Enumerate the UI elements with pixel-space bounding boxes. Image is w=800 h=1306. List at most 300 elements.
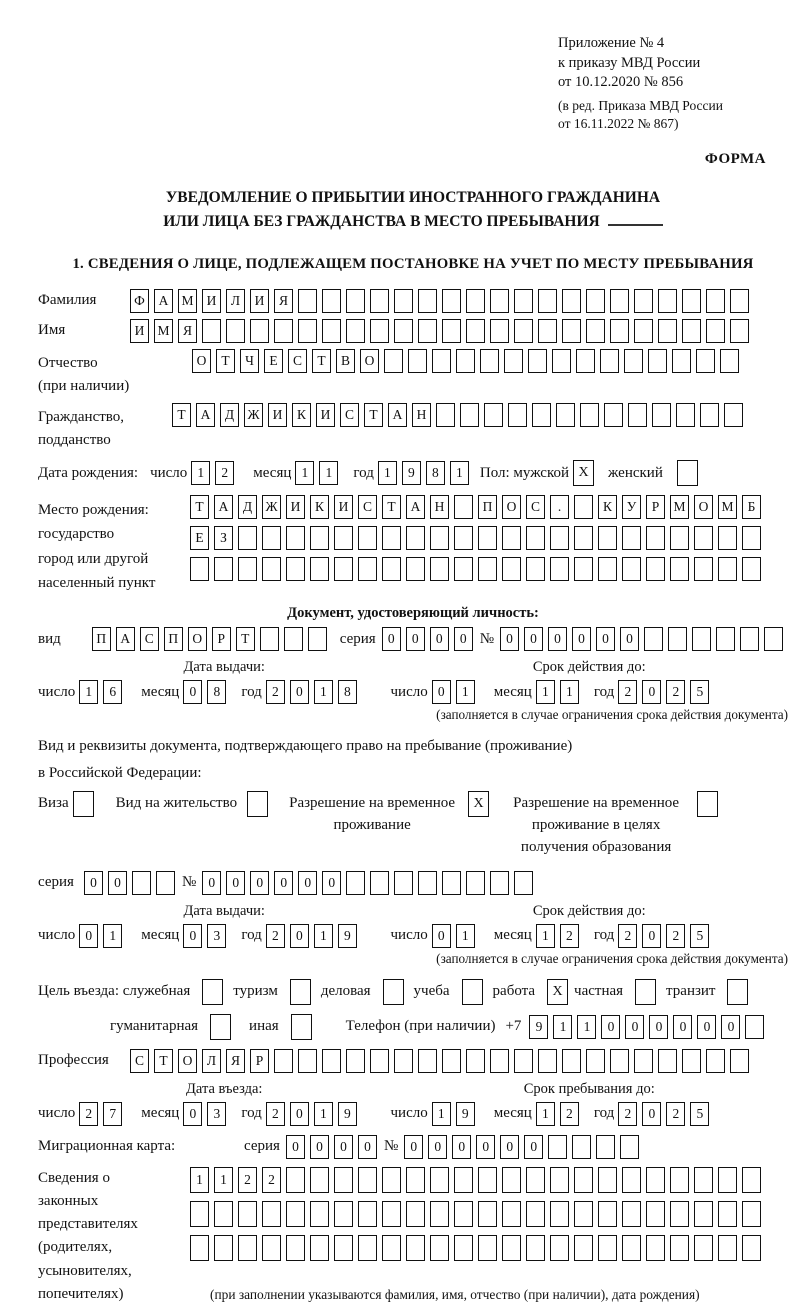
char-cell[interactable]: [346, 871, 365, 895]
char-cell[interactable]: 0: [274, 871, 293, 895]
char-cell[interactable]: А: [406, 495, 425, 519]
char-cell[interactable]: [484, 403, 503, 427]
char-cell[interactable]: 0: [108, 871, 127, 895]
char-cell[interactable]: [358, 557, 377, 581]
char-cell[interactable]: [574, 557, 593, 581]
char-cell[interactable]: [202, 319, 221, 343]
char-cell[interactable]: [718, 1201, 737, 1227]
char-cell[interactable]: 0: [202, 871, 221, 895]
char-cell[interactable]: [526, 557, 545, 581]
char-cell[interactable]: [502, 1201, 521, 1227]
char-cell[interactable]: [718, 526, 737, 550]
char-cell[interactable]: [718, 1235, 737, 1261]
char-cell[interactable]: 1: [456, 924, 475, 948]
char-cell[interactable]: О: [502, 495, 521, 519]
char-cell[interactable]: Ж: [244, 403, 263, 427]
char-cell[interactable]: 1: [314, 1102, 333, 1126]
char-cell[interactable]: [692, 627, 711, 651]
char-cell[interactable]: [432, 349, 451, 373]
char-cell[interactable]: А: [116, 627, 135, 651]
char-cell[interactable]: [394, 871, 413, 895]
char-cell[interactable]: А: [154, 289, 173, 313]
char-cell[interactable]: Т: [364, 403, 383, 427]
char-cell[interactable]: [298, 289, 317, 313]
char-cell[interactable]: 0: [382, 627, 401, 651]
residence-expiry-year-input[interactable]: [618, 924, 714, 948]
char-cell[interactable]: [526, 1201, 545, 1227]
char-cell[interactable]: [562, 289, 581, 313]
char-cell[interactable]: [358, 526, 377, 550]
char-cell[interactable]: [308, 627, 327, 651]
char-cell[interactable]: [238, 1235, 257, 1261]
char-cell[interactable]: [382, 1167, 401, 1193]
char-cell[interactable]: 0: [476, 1135, 495, 1159]
char-cell[interactable]: [454, 557, 473, 581]
char-cell[interactable]: [670, 557, 689, 581]
char-cell[interactable]: 0: [322, 871, 341, 895]
stay-day-input[interactable]: [432, 1102, 480, 1126]
doc-number-input[interactable]: [500, 627, 788, 651]
char-cell[interactable]: 1: [536, 1102, 555, 1126]
char-cell[interactable]: [502, 557, 521, 581]
char-cell[interactable]: [670, 1201, 689, 1227]
char-cell[interactable]: 0: [572, 627, 591, 651]
char-cell[interactable]: [382, 557, 401, 581]
sex-male-checkbox[interactable]: X: [573, 460, 594, 486]
char-cell[interactable]: [156, 871, 175, 895]
purpose-transit-checkbox[interactable]: [727, 979, 748, 1005]
char-cell[interactable]: [764, 627, 783, 651]
char-cell[interactable]: [718, 557, 737, 581]
char-cell[interactable]: [262, 526, 281, 550]
char-cell[interactable]: [384, 349, 403, 373]
char-cell[interactable]: [490, 319, 509, 343]
char-cell[interactable]: 7: [103, 1102, 122, 1126]
char-cell[interactable]: [562, 319, 581, 343]
char-cell[interactable]: [574, 1235, 593, 1261]
char-cell[interactable]: 0: [524, 1135, 543, 1159]
char-cell[interactable]: [190, 557, 209, 581]
char-cell[interactable]: О: [178, 1049, 197, 1073]
char-cell[interactable]: [502, 1235, 521, 1261]
char-cell[interactable]: 0: [500, 627, 519, 651]
char-cell[interactable]: 1: [191, 461, 210, 485]
char-cell[interactable]: С: [140, 627, 159, 651]
char-cell[interactable]: О: [192, 349, 211, 373]
doc-issue-month-input[interactable]: [183, 680, 231, 704]
char-cell[interactable]: [682, 289, 701, 313]
char-cell[interactable]: Т: [236, 627, 255, 651]
char-cell[interactable]: [580, 403, 599, 427]
char-cell[interactable]: Т: [154, 1049, 173, 1073]
char-cell[interactable]: [460, 403, 479, 427]
char-cell[interactable]: [478, 1201, 497, 1227]
char-cell[interactable]: [502, 1167, 521, 1193]
visa-checkbox[interactable]: [73, 791, 94, 817]
char-cell[interactable]: [694, 526, 713, 550]
char-cell[interactable]: М: [718, 495, 737, 519]
char-cell[interactable]: 0: [500, 1135, 519, 1159]
char-cell[interactable]: Т: [382, 495, 401, 519]
char-cell[interactable]: [370, 289, 389, 313]
char-cell[interactable]: [358, 1235, 377, 1261]
purpose-other-checkbox[interactable]: [291, 1014, 312, 1040]
representatives-line1-input[interactable]: [190, 1167, 766, 1193]
char-cell[interactable]: [716, 627, 735, 651]
char-cell[interactable]: [370, 319, 389, 343]
char-cell[interactable]: [442, 1049, 461, 1073]
char-cell[interactable]: Е: [264, 349, 283, 373]
char-cell[interactable]: О: [188, 627, 207, 651]
char-cell[interactable]: [598, 1201, 617, 1227]
char-cell[interactable]: [622, 557, 641, 581]
char-cell[interactable]: И: [334, 495, 353, 519]
char-cell[interactable]: К: [598, 495, 617, 519]
char-cell[interactable]: [514, 871, 533, 895]
birth-day-input[interactable]: [191, 461, 239, 485]
char-cell[interactable]: [466, 871, 485, 895]
char-cell[interactable]: А: [196, 403, 215, 427]
char-cell[interactable]: Т: [190, 495, 209, 519]
char-cell[interactable]: [334, 1201, 353, 1227]
char-cell[interactable]: [745, 1015, 764, 1039]
char-cell[interactable]: О: [360, 349, 379, 373]
char-cell[interactable]: [286, 1167, 305, 1193]
char-cell[interactable]: С: [288, 349, 307, 373]
birth-month-input[interactable]: [295, 461, 343, 485]
char-cell[interactable]: [286, 1235, 305, 1261]
char-cell[interactable]: [442, 289, 461, 313]
char-cell[interactable]: [574, 495, 593, 519]
char-cell[interactable]: [672, 349, 691, 373]
char-cell[interactable]: М: [154, 319, 173, 343]
char-cell[interactable]: И: [286, 495, 305, 519]
char-cell[interactable]: [670, 1235, 689, 1261]
char-cell[interactable]: [646, 1201, 665, 1227]
char-cell[interactable]: [670, 526, 689, 550]
char-cell[interactable]: [190, 1235, 209, 1261]
char-cell[interactable]: [394, 319, 413, 343]
char-cell[interactable]: П: [164, 627, 183, 651]
char-cell[interactable]: [394, 289, 413, 313]
temp-residence-checkbox[interactable]: X: [468, 791, 489, 817]
char-cell[interactable]: [466, 319, 485, 343]
char-cell[interactable]: [238, 557, 257, 581]
migration-series-input[interactable]: [286, 1135, 382, 1159]
char-cell[interactable]: [418, 289, 437, 313]
char-cell[interactable]: 0: [601, 1015, 620, 1039]
char-cell[interactable]: [538, 319, 557, 343]
purpose-tourism-checkbox[interactable]: [290, 979, 311, 1005]
char-cell[interactable]: [430, 1167, 449, 1193]
doc-series-input[interactable]: [382, 627, 478, 651]
char-cell[interactable]: 0: [432, 680, 451, 704]
char-cell[interactable]: .: [550, 495, 569, 519]
char-cell[interactable]: [214, 1235, 233, 1261]
char-cell[interactable]: 1: [536, 680, 555, 704]
char-cell[interactable]: 2: [666, 1102, 685, 1126]
char-cell[interactable]: [346, 1049, 365, 1073]
char-cell[interactable]: [406, 526, 425, 550]
char-cell[interactable]: Д: [238, 495, 257, 519]
doc-expiry-month-input[interactable]: [536, 680, 584, 704]
char-cell[interactable]: [214, 557, 233, 581]
char-cell[interactable]: 1: [190, 1167, 209, 1193]
char-cell[interactable]: [490, 1049, 509, 1073]
char-cell[interactable]: [346, 289, 365, 313]
char-cell[interactable]: [430, 526, 449, 550]
birth-place-line2-input[interactable]: [190, 526, 766, 550]
char-cell[interactable]: 0: [432, 924, 451, 948]
char-cell[interactable]: А: [388, 403, 407, 427]
char-cell[interactable]: [620, 1135, 639, 1159]
char-cell[interactable]: 8: [338, 680, 357, 704]
char-cell[interactable]: [406, 557, 425, 581]
char-cell[interactable]: 8: [426, 461, 445, 485]
char-cell[interactable]: [622, 526, 641, 550]
char-cell[interactable]: [406, 1201, 425, 1227]
entry-day-input[interactable]: [79, 1102, 127, 1126]
purpose-private-checkbox[interactable]: [635, 979, 656, 1005]
char-cell[interactable]: 1: [79, 680, 98, 704]
char-cell[interactable]: 1: [295, 461, 314, 485]
char-cell[interactable]: [322, 1049, 341, 1073]
char-cell[interactable]: 0: [596, 627, 615, 651]
char-cell[interactable]: [604, 403, 623, 427]
char-cell[interactable]: [334, 557, 353, 581]
char-cell[interactable]: [628, 403, 647, 427]
phone-input[interactable]: [529, 1015, 769, 1039]
doc-expiry-day-input[interactable]: [432, 680, 480, 704]
residence-permit-checkbox[interactable]: [247, 791, 268, 817]
char-cell[interactable]: [504, 349, 523, 373]
residence-expiry-day-input[interactable]: [432, 924, 480, 948]
char-cell[interactable]: [596, 1135, 615, 1159]
char-cell[interactable]: 3: [207, 924, 226, 948]
char-cell[interactable]: [658, 319, 677, 343]
char-cell[interactable]: С: [526, 495, 545, 519]
char-cell[interactable]: Ф: [130, 289, 149, 313]
char-cell[interactable]: 0: [290, 680, 309, 704]
char-cell[interactable]: 0: [226, 871, 245, 895]
birth-place-line1-input[interactable]: [190, 495, 766, 519]
char-cell[interactable]: 0: [430, 627, 449, 651]
char-cell[interactable]: [742, 1201, 761, 1227]
char-cell[interactable]: [418, 319, 437, 343]
char-cell[interactable]: [430, 1235, 449, 1261]
char-cell[interactable]: [418, 871, 437, 895]
char-cell[interactable]: [454, 1167, 473, 1193]
char-cell[interactable]: 1: [319, 461, 338, 485]
char-cell[interactable]: 8: [207, 680, 226, 704]
char-cell[interactable]: Д: [220, 403, 239, 427]
char-cell[interactable]: 0: [642, 1102, 661, 1126]
entry-month-input[interactable]: [183, 1102, 231, 1126]
representatives-line2-input[interactable]: [190, 1201, 766, 1227]
doc-issue-year-input[interactable]: [266, 680, 362, 704]
char-cell[interactable]: [478, 557, 497, 581]
char-cell[interactable]: 0: [697, 1015, 716, 1039]
char-cell[interactable]: 0: [183, 924, 202, 948]
char-cell[interactable]: [586, 1049, 605, 1073]
char-cell[interactable]: 5: [690, 924, 709, 948]
char-cell[interactable]: 0: [428, 1135, 447, 1159]
purpose-official-checkbox[interactable]: [202, 979, 223, 1005]
char-cell[interactable]: [634, 1049, 653, 1073]
char-cell[interactable]: [556, 403, 575, 427]
char-cell[interactable]: [260, 627, 279, 651]
char-cell[interactable]: [634, 319, 653, 343]
residence-series-input[interactable]: [84, 871, 180, 895]
char-cell[interactable]: [382, 526, 401, 550]
char-cell[interactable]: 2: [215, 461, 234, 485]
char-cell[interactable]: Р: [646, 495, 665, 519]
doc-issue-day-input[interactable]: [79, 680, 127, 704]
given-name-input[interactable]: [130, 319, 754, 343]
char-cell[interactable]: Л: [202, 1049, 221, 1073]
char-cell[interactable]: [730, 1049, 749, 1073]
char-cell[interactable]: [646, 526, 665, 550]
char-cell[interactable]: [550, 1167, 569, 1193]
char-cell[interactable]: 1: [553, 1015, 572, 1039]
char-cell[interactable]: 2: [262, 1167, 281, 1193]
char-cell[interactable]: [548, 1135, 567, 1159]
char-cell[interactable]: [610, 289, 629, 313]
surname-input[interactable]: [130, 289, 754, 313]
char-cell[interactable]: [538, 289, 557, 313]
char-cell[interactable]: 2: [618, 1102, 637, 1126]
char-cell[interactable]: [442, 319, 461, 343]
char-cell[interactable]: И: [202, 289, 221, 313]
char-cell[interactable]: [742, 526, 761, 550]
char-cell[interactable]: [262, 1235, 281, 1261]
char-cell[interactable]: Т: [216, 349, 235, 373]
char-cell[interactable]: 9: [456, 1102, 475, 1126]
char-cell[interactable]: К: [292, 403, 311, 427]
stay-month-input[interactable]: [536, 1102, 584, 1126]
char-cell[interactable]: 2: [79, 1102, 98, 1126]
citizenship-input[interactable]: [172, 403, 748, 427]
char-cell[interactable]: 0: [79, 924, 98, 948]
char-cell[interactable]: 9: [529, 1015, 548, 1039]
char-cell[interactable]: А: [214, 495, 233, 519]
char-cell[interactable]: [696, 349, 715, 373]
char-cell[interactable]: [334, 1167, 353, 1193]
char-cell[interactable]: [668, 627, 687, 651]
char-cell[interactable]: [286, 526, 305, 550]
char-cell[interactable]: [730, 319, 749, 343]
char-cell[interactable]: 0: [406, 627, 425, 651]
char-cell[interactable]: Ч: [240, 349, 259, 373]
doc-expiry-year-input[interactable]: [618, 680, 714, 704]
char-cell[interactable]: 0: [298, 871, 317, 895]
char-cell[interactable]: [514, 1049, 533, 1073]
char-cell[interactable]: Б: [742, 495, 761, 519]
char-cell[interactable]: В: [336, 349, 355, 373]
char-cell[interactable]: 0: [625, 1015, 644, 1039]
char-cell[interactable]: [720, 349, 739, 373]
char-cell[interactable]: [742, 557, 761, 581]
char-cell[interactable]: [694, 1235, 713, 1261]
char-cell[interactable]: З: [214, 526, 233, 550]
char-cell[interactable]: [742, 1167, 761, 1193]
char-cell[interactable]: С: [130, 1049, 149, 1073]
char-cell[interactable]: О: [694, 495, 713, 519]
migration-number-input[interactable]: [404, 1135, 644, 1159]
char-cell[interactable]: [576, 349, 595, 373]
char-cell[interactable]: 0: [548, 627, 567, 651]
doc-kind-input[interactable]: [92, 627, 332, 651]
char-cell[interactable]: 0: [183, 680, 202, 704]
char-cell[interactable]: [514, 319, 533, 343]
char-cell[interactable]: [622, 1235, 641, 1261]
char-cell[interactable]: [586, 289, 605, 313]
char-cell[interactable]: [574, 1167, 593, 1193]
char-cell[interactable]: 0: [642, 924, 661, 948]
char-cell[interactable]: М: [670, 495, 689, 519]
char-cell[interactable]: Ж: [262, 495, 281, 519]
char-cell[interactable]: [430, 1201, 449, 1227]
char-cell[interactable]: Р: [250, 1049, 269, 1073]
char-cell[interactable]: 2: [618, 924, 637, 948]
char-cell[interactable]: [382, 1235, 401, 1261]
char-cell[interactable]: [466, 1049, 485, 1073]
char-cell[interactable]: [490, 871, 509, 895]
residence-number-input[interactable]: [202, 871, 538, 895]
char-cell[interactable]: [480, 349, 499, 373]
char-cell[interactable]: [694, 1201, 713, 1227]
char-cell[interactable]: 2: [618, 680, 637, 704]
char-cell[interactable]: 0: [524, 627, 543, 651]
char-cell[interactable]: [286, 1201, 305, 1227]
char-cell[interactable]: [526, 526, 545, 550]
char-cell[interactable]: [532, 403, 551, 427]
char-cell[interactable]: 1: [314, 680, 333, 704]
char-cell[interactable]: [238, 526, 257, 550]
char-cell[interactable]: 1: [450, 461, 469, 485]
char-cell[interactable]: 2: [560, 1102, 579, 1126]
char-cell[interactable]: [648, 349, 667, 373]
char-cell[interactable]: 0: [183, 1102, 202, 1126]
char-cell[interactable]: [552, 349, 571, 373]
char-cell[interactable]: [610, 319, 629, 343]
char-cell[interactable]: 0: [250, 871, 269, 895]
char-cell[interactable]: [572, 1135, 591, 1159]
char-cell[interactable]: [502, 526, 521, 550]
char-cell[interactable]: [406, 1167, 425, 1193]
char-cell[interactable]: 1: [314, 924, 333, 948]
char-cell[interactable]: [310, 1201, 329, 1227]
char-cell[interactable]: Л: [226, 289, 245, 313]
char-cell[interactable]: [574, 526, 593, 550]
char-cell[interactable]: [598, 1167, 617, 1193]
char-cell[interactable]: К: [310, 495, 329, 519]
char-cell[interactable]: [550, 1201, 569, 1227]
char-cell[interactable]: Я: [178, 319, 197, 343]
char-cell[interactable]: 0: [290, 1102, 309, 1126]
char-cell[interactable]: 1: [378, 461, 397, 485]
char-cell[interactable]: 1: [214, 1167, 233, 1193]
char-cell[interactable]: [622, 1201, 641, 1227]
residence-issue-day-input[interactable]: [79, 924, 127, 948]
char-cell[interactable]: 0: [358, 1135, 377, 1159]
char-cell[interactable]: [646, 557, 665, 581]
purpose-business-checkbox[interactable]: [383, 979, 404, 1005]
char-cell[interactable]: 5: [690, 680, 709, 704]
char-cell[interactable]: 9: [338, 1102, 357, 1126]
char-cell[interactable]: [634, 289, 653, 313]
char-cell[interactable]: [682, 1049, 701, 1073]
